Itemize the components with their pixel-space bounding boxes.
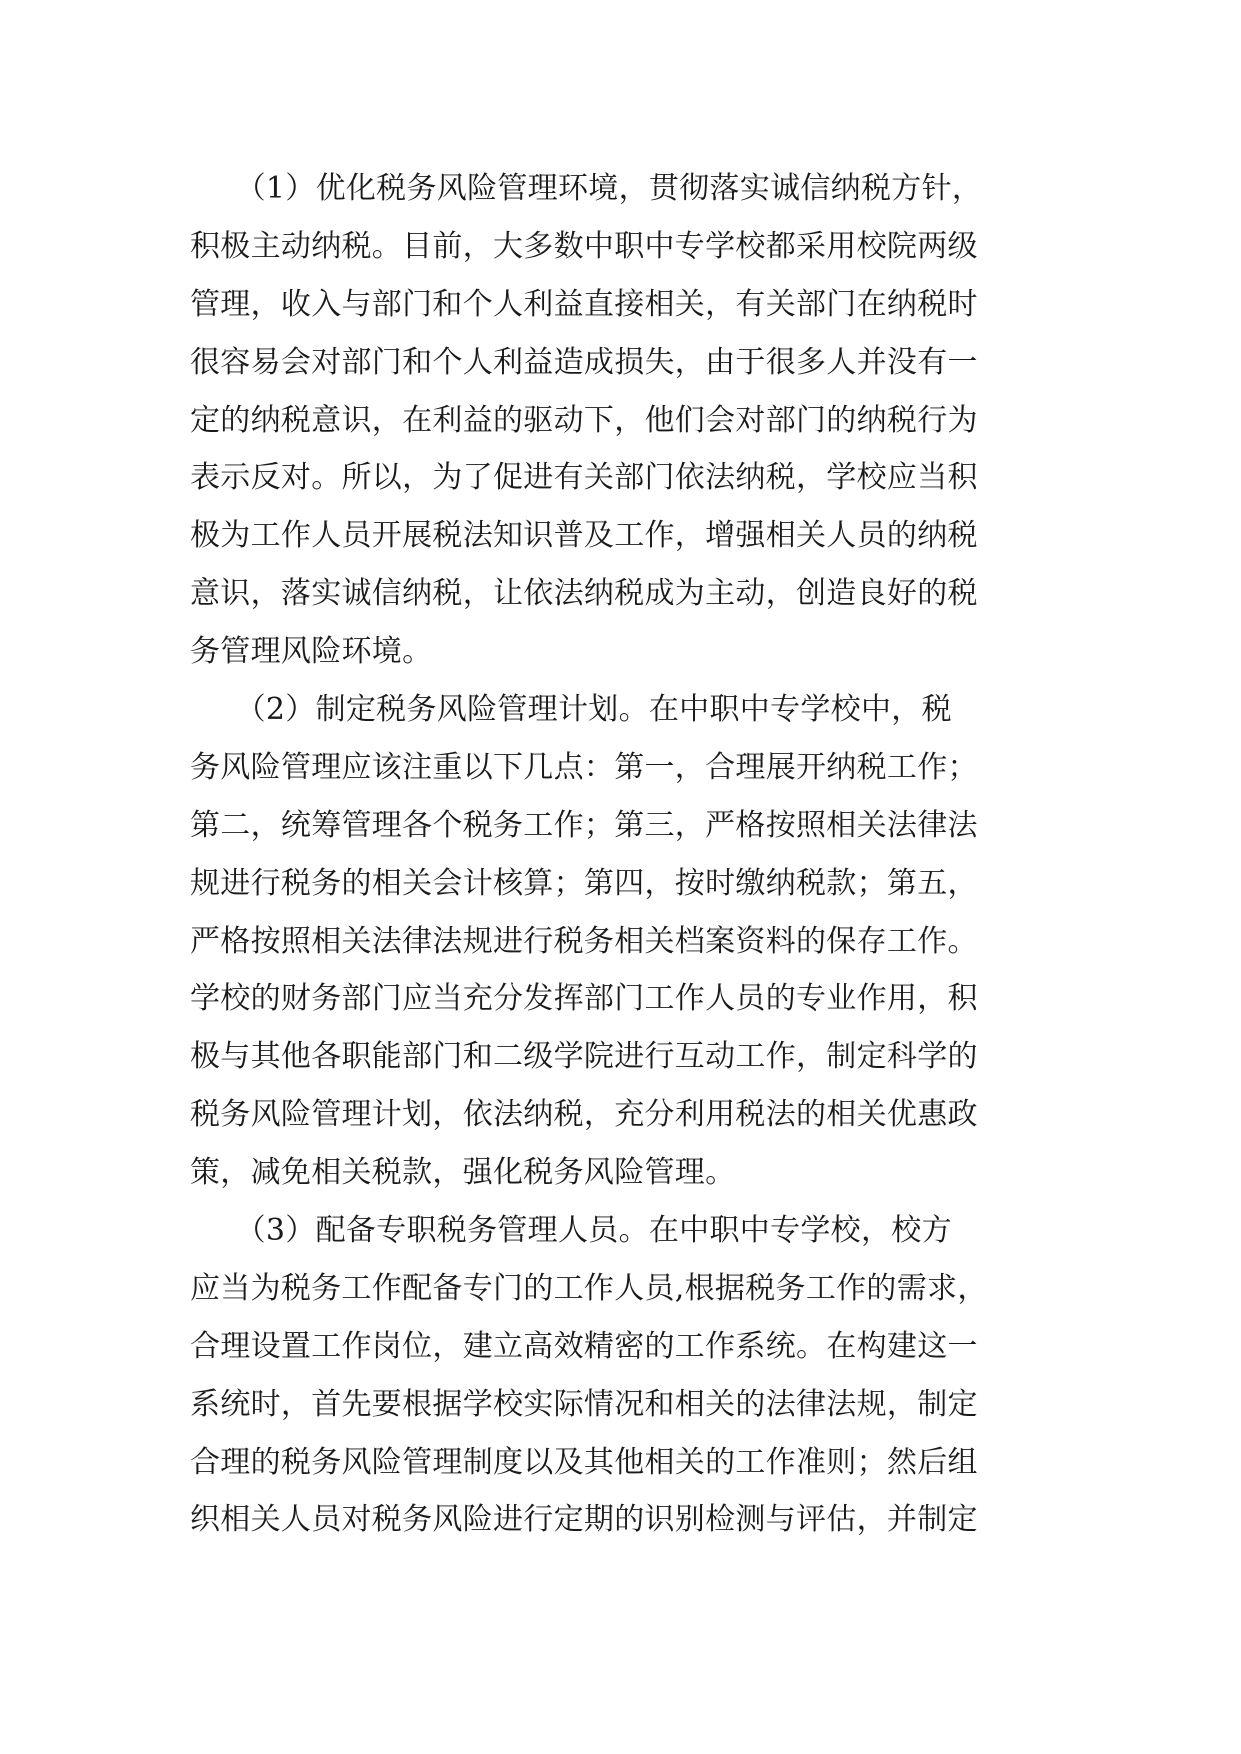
text-line: 管理，收入与部门和个人利益直接相关，有关部门在纳税时 bbox=[190, 286, 978, 322]
paragraph-2 bbox=[190, 681, 1070, 1202]
text-line: 策，减免相关税款，强化税务风险管理。 bbox=[190, 1155, 736, 1191]
text-line: 极为工作人员开展税法知识普及工作，增强相关人员的纳税 bbox=[190, 518, 978, 554]
text-line: 合理设置工作岗位，建立高效精密的工作系统。在构建这一 bbox=[190, 1328, 978, 1364]
text-line: （3）配备专职税务管理人员。在中职中专学校，校方 bbox=[190, 1213, 952, 1249]
text-line: 意识，落实诚信纳税，让依法纳税成为主动，创造良好的税 bbox=[190, 576, 978, 612]
text-line: 规进行税务的相关会计核算；第四，按时缴纳税款；第五， bbox=[190, 865, 978, 901]
text-line: 学校的财务部门应当充分发挥部门工作人员的专业作用，积 bbox=[190, 981, 978, 1017]
text-line: 第二，统筹管理各个税务工作；第三，严格按照相关法律法 bbox=[190, 807, 978, 843]
text-line: 表示反对。所以，为了促进有关部门依法纳税，学校应当积 bbox=[190, 460, 978, 496]
text-line: 税务风险管理计划，依法纳税，充分利用税法的相关优惠政 bbox=[190, 1097, 978, 1133]
text-line: 应当为税务工作配备专门的工作人员,根据税务工作的需求， bbox=[190, 1270, 988, 1306]
text-line: 系统时，首先要根据学校实际情况和相关的法律法规，制定 bbox=[190, 1386, 978, 1422]
text-line: 严格按照相关法律法规进行税务相关档案资料的保存工作。 bbox=[190, 923, 978, 959]
text-line: 务风险管理应该注重以下几点：第一，合理展开纳税工作； bbox=[190, 749, 978, 785]
text-line: 定的纳税意识，在利益的驱动下，他们会对部门的纳税行为 bbox=[190, 402, 978, 438]
text-line: 务管理风险环境。 bbox=[190, 634, 433, 670]
text-line: （1）优化税务风险管理环境，贯彻落实诚信纳税方针， bbox=[190, 171, 983, 206]
text-line: 合理的税务风险管理制度以及其他相关的工作准则；然后组 bbox=[190, 1444, 978, 1480]
paragraph-1 bbox=[190, 160, 1070, 681]
document-body bbox=[190, 160, 1070, 1549]
text-line: 积极主动纳税。目前，大多数中职中专学校都采用校院两级 bbox=[190, 228, 978, 264]
text-line: 极与其他各职能部门和二级学院进行互动工作，制定科学的 bbox=[190, 1039, 978, 1075]
text-line: 很容易会对部门和个人利益造成损失，由于很多人并没有一 bbox=[190, 344, 978, 380]
text-line: 织相关人员对税务风险进行定期的识别检测与评估，并制定 bbox=[190, 1502, 978, 1538]
text-line: （2）制定税务风险管理计划。在中职中专学校中，税 bbox=[190, 692, 952, 728]
paragraph-3 bbox=[190, 1202, 1070, 1549]
